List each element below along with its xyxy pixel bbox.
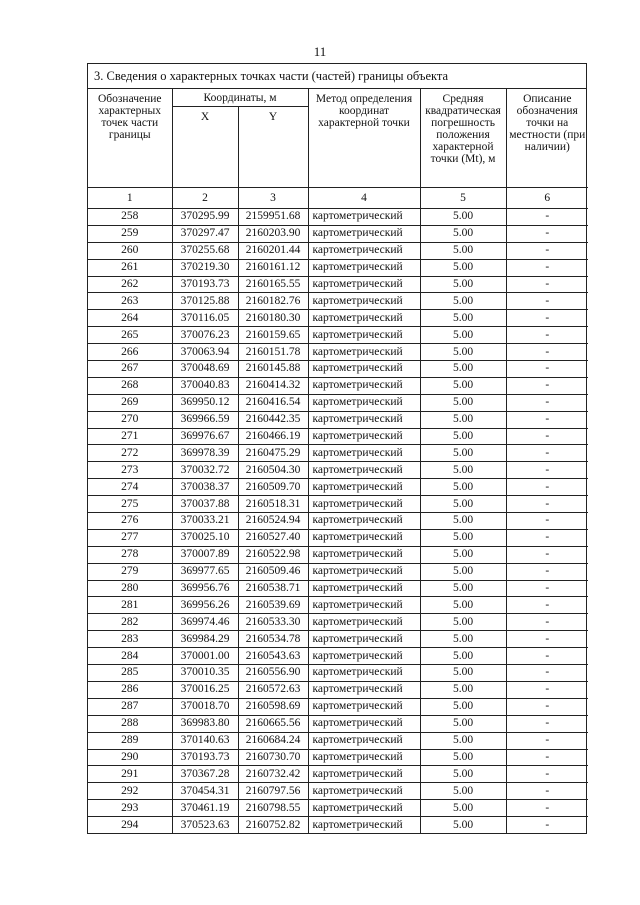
table-row: [88, 614, 588, 631]
x-coordinate-cell: 369950.12: [172, 394, 238, 411]
table-row: [88, 445, 588, 462]
error-cell: 5.00: [420, 563, 506, 580]
error-cell: 5.00: [420, 665, 506, 682]
table-body: [88, 209, 588, 833]
method-cell: картометрический: [308, 529, 420, 546]
error-cell: 5.00: [420, 361, 506, 378]
point-number-cell: 290: [88, 749, 172, 766]
header-description: Описание обозначения точки на местности (при наличии): [506, 89, 588, 188]
description-cell: -: [506, 800, 588, 817]
point-number-cell: 259: [88, 225, 172, 242]
x-coordinate-cell: 370255.68: [172, 242, 238, 259]
point-number-cell: 262: [88, 276, 172, 293]
y-coordinate-cell: 2159951.68: [238, 209, 308, 226]
point-number-cell: 284: [88, 648, 172, 665]
column-number: 2: [172, 188, 238, 209]
x-coordinate-cell: 370076.23: [172, 327, 238, 344]
table-row: [88, 225, 588, 242]
table-row: [88, 648, 588, 665]
error-cell: 5.00: [420, 209, 506, 226]
x-coordinate-cell: 370193.73: [172, 749, 238, 766]
point-number-cell: 291: [88, 766, 172, 783]
method-cell: картометрический: [308, 698, 420, 715]
point-number-cell: 293: [88, 800, 172, 817]
error-cell: 5.00: [420, 445, 506, 462]
description-cell: -: [506, 614, 588, 631]
y-coordinate-cell: 2160598.69: [238, 698, 308, 715]
y-coordinate-cell: 2160165.55: [238, 276, 308, 293]
table-row: [88, 681, 588, 698]
point-number-cell: 273: [88, 462, 172, 479]
y-coordinate-cell: 2160539.69: [238, 597, 308, 614]
method-cell: картометрический: [308, 563, 420, 580]
method-cell: картометрический: [308, 209, 420, 226]
point-number-cell: 269: [88, 394, 172, 411]
point-number-cell: 276: [88, 513, 172, 530]
x-coordinate-cell: 370116.05: [172, 310, 238, 327]
error-cell: 5.00: [420, 800, 506, 817]
x-coordinate-cell: 370048.69: [172, 361, 238, 378]
point-number-cell: 270: [88, 411, 172, 428]
error-cell: 5.00: [420, 310, 506, 327]
error-cell: 5.00: [420, 513, 506, 530]
section-title: 3. Сведения о характерных точках части (частей) границы объекта: [88, 64, 586, 89]
description-cell: -: [506, 259, 588, 276]
method-cell: картометрический: [308, 665, 420, 682]
error-cell: 5.00: [420, 783, 506, 800]
x-coordinate-cell: 369956.26: [172, 597, 238, 614]
table-row: [88, 310, 588, 327]
method-cell: картометрический: [308, 428, 420, 445]
table-row: [88, 293, 588, 310]
point-number-cell: 271: [88, 428, 172, 445]
header-y: Y: [238, 107, 308, 188]
x-coordinate-cell: 370297.47: [172, 225, 238, 242]
x-coordinate-cell: 370523.63: [172, 817, 238, 833]
description-cell: -: [506, 817, 588, 833]
description-cell: -: [506, 496, 588, 513]
description-cell: -: [506, 310, 588, 327]
x-coordinate-cell: 370038.37: [172, 479, 238, 496]
x-coordinate-cell: 370454.31: [172, 783, 238, 800]
error-cell: 5.00: [420, 394, 506, 411]
error-cell: 5.00: [420, 377, 506, 394]
point-number-cell: 281: [88, 597, 172, 614]
point-number-cell: 286: [88, 681, 172, 698]
table-row: [88, 462, 588, 479]
description-cell: -: [506, 665, 588, 682]
error-cell: 5.00: [420, 681, 506, 698]
y-coordinate-cell: 2160201.44: [238, 242, 308, 259]
method-cell: картометрический: [308, 225, 420, 242]
error-cell: 5.00: [420, 732, 506, 749]
description-cell: -: [506, 344, 588, 361]
point-number-cell: 289: [88, 732, 172, 749]
point-number-cell: 260: [88, 242, 172, 259]
point-number-cell: 294: [88, 817, 172, 833]
method-cell: картометрический: [308, 597, 420, 614]
point-number-cell: 267: [88, 361, 172, 378]
error-cell: 5.00: [420, 580, 506, 597]
y-coordinate-cell: 2160466.19: [238, 428, 308, 445]
point-number-cell: 274: [88, 479, 172, 496]
method-cell: картометрический: [308, 293, 420, 310]
description-cell: -: [506, 766, 588, 783]
point-number-cell: 283: [88, 631, 172, 648]
y-coordinate-cell: 2160509.46: [238, 563, 308, 580]
point-number-cell: 272: [88, 445, 172, 462]
description-cell: -: [506, 715, 588, 732]
description-cell: -: [506, 394, 588, 411]
method-cell: картометрический: [308, 479, 420, 496]
method-cell: картометрический: [308, 766, 420, 783]
error-cell: 5.00: [420, 496, 506, 513]
description-cell: -: [506, 749, 588, 766]
column-number: 1: [88, 188, 172, 209]
x-coordinate-cell: 370063.94: [172, 344, 238, 361]
column-number: 5: [420, 188, 506, 209]
table-row: [88, 394, 588, 411]
method-cell: картометрический: [308, 361, 420, 378]
description-cell: -: [506, 681, 588, 698]
table-row: [88, 209, 588, 226]
y-coordinate-cell: 2160518.31: [238, 496, 308, 513]
y-coordinate-cell: 2160414.32: [238, 377, 308, 394]
y-coordinate-cell: 2160522.98: [238, 546, 308, 563]
description-cell: -: [506, 276, 588, 293]
table-row: [88, 327, 588, 344]
x-coordinate-cell: 370001.00: [172, 648, 238, 665]
description-cell: -: [506, 563, 588, 580]
column-number: 6: [506, 188, 588, 209]
y-coordinate-cell: 2160797.56: [238, 783, 308, 800]
y-coordinate-cell: 2160151.78: [238, 344, 308, 361]
table-row: [88, 259, 588, 276]
y-coordinate-cell: 2160509.70: [238, 479, 308, 496]
error-cell: 5.00: [420, 293, 506, 310]
method-cell: картометрический: [308, 783, 420, 800]
header-point-designation: Обозначение характерных точек части границы: [88, 89, 172, 188]
y-coordinate-cell: 2160159.65: [238, 327, 308, 344]
method-cell: картометрический: [308, 732, 420, 749]
point-number-cell: 265: [88, 327, 172, 344]
x-coordinate-cell: 369974.46: [172, 614, 238, 631]
point-number-cell: 288: [88, 715, 172, 732]
points-table: [88, 89, 588, 833]
table-row: [88, 783, 588, 800]
y-coordinate-cell: 2160145.88: [238, 361, 308, 378]
x-coordinate-cell: 370025.10: [172, 529, 238, 546]
x-coordinate-cell: 370037.88: [172, 496, 238, 513]
point-number-cell: 258: [88, 209, 172, 226]
x-coordinate-cell: 369978.39: [172, 445, 238, 462]
method-cell: картометрический: [308, 377, 420, 394]
y-coordinate-cell: 2160504.30: [238, 462, 308, 479]
description-cell: -: [506, 293, 588, 310]
error-cell: 5.00: [420, 817, 506, 833]
error-cell: 5.00: [420, 462, 506, 479]
y-coordinate-cell: 2160475.29: [238, 445, 308, 462]
description-cell: -: [506, 648, 588, 665]
y-coordinate-cell: 2160180.30: [238, 310, 308, 327]
method-cell: картометрический: [308, 715, 420, 732]
y-coordinate-cell: 2160665.56: [238, 715, 308, 732]
point-number-cell: 266: [88, 344, 172, 361]
y-coordinate-cell: 2160524.94: [238, 513, 308, 530]
error-cell: 5.00: [420, 749, 506, 766]
y-coordinate-cell: 2160527.40: [238, 529, 308, 546]
error-cell: 5.00: [420, 259, 506, 276]
x-coordinate-cell: 370219.30: [172, 259, 238, 276]
description-cell: -: [506, 597, 588, 614]
description-cell: -: [506, 631, 588, 648]
table-row: [88, 631, 588, 648]
point-number-cell: 268: [88, 377, 172, 394]
error-cell: 5.00: [420, 242, 506, 259]
header-method: Метод определения координат характерной точки: [308, 89, 420, 188]
description-cell: -: [506, 479, 588, 496]
error-cell: 5.00: [420, 225, 506, 242]
table-row: [88, 411, 588, 428]
method-cell: картометрический: [308, 546, 420, 563]
point-number-cell: 278: [88, 546, 172, 563]
error-cell: 5.00: [420, 766, 506, 783]
error-cell: 5.00: [420, 698, 506, 715]
description-cell: -: [506, 580, 588, 597]
x-coordinate-cell: 369983.80: [172, 715, 238, 732]
column-number: 3: [238, 188, 308, 209]
table-row: [88, 800, 588, 817]
y-coordinate-cell: 2160572.63: [238, 681, 308, 698]
error-cell: 5.00: [420, 546, 506, 563]
description-cell: -: [506, 513, 588, 530]
y-coordinate-cell: 2160203.90: [238, 225, 308, 242]
x-coordinate-cell: 370010.35: [172, 665, 238, 682]
point-number-cell: 261: [88, 259, 172, 276]
method-cell: картометрический: [308, 580, 420, 597]
table-row: [88, 563, 588, 580]
table-row: [88, 428, 588, 445]
error-cell: 5.00: [420, 276, 506, 293]
y-coordinate-cell: 2160533.30: [238, 614, 308, 631]
method-cell: картометрический: [308, 394, 420, 411]
point-number-cell: 282: [88, 614, 172, 631]
error-cell: 5.00: [420, 597, 506, 614]
y-coordinate-cell: 2160182.76: [238, 293, 308, 310]
page-number: 11: [313, 44, 327, 59]
y-coordinate-cell: 2160556.90: [238, 665, 308, 682]
table-row: [88, 377, 588, 394]
point-number-cell: 275: [88, 496, 172, 513]
method-cell: картометрический: [308, 496, 420, 513]
method-cell: картометрический: [308, 462, 420, 479]
table-row: [88, 529, 588, 546]
description-cell: -: [506, 225, 588, 242]
description-cell: -: [506, 546, 588, 563]
x-coordinate-cell: 370193.73: [172, 276, 238, 293]
method-cell: картометрический: [308, 327, 420, 344]
description-cell: -: [506, 698, 588, 715]
y-coordinate-cell: 2160416.54: [238, 394, 308, 411]
x-coordinate-cell: 369984.29: [172, 631, 238, 648]
y-coordinate-cell: 2160684.24: [238, 732, 308, 749]
x-coordinate-cell: 370295.99: [172, 209, 238, 226]
method-cell: картометрический: [308, 817, 420, 833]
point-number-cell: 277: [88, 529, 172, 546]
description-cell: -: [506, 242, 588, 259]
description-cell: -: [506, 529, 588, 546]
error-cell: 5.00: [420, 479, 506, 496]
x-coordinate-cell: 369966.59: [172, 411, 238, 428]
header-error: Средняя квадратическая погрешность положения характерной точки (Mt), м: [420, 89, 506, 188]
table-row: [88, 479, 588, 496]
error-cell: 5.00: [420, 344, 506, 361]
y-coordinate-cell: 2160538.71: [238, 580, 308, 597]
description-cell: -: [506, 462, 588, 479]
x-coordinate-cell: 370461.19: [172, 800, 238, 817]
error-cell: 5.00: [420, 428, 506, 445]
x-coordinate-cell: 370140.63: [172, 732, 238, 749]
description-cell: -: [506, 428, 588, 445]
y-coordinate-cell: 2160534.78: [238, 631, 308, 648]
table-row: [88, 732, 588, 749]
description-cell: -: [506, 411, 588, 428]
y-coordinate-cell: 2160161.12: [238, 259, 308, 276]
description-cell: -: [506, 377, 588, 394]
description-cell: -: [506, 361, 588, 378]
table-row: [88, 513, 588, 530]
method-cell: картометрический: [308, 276, 420, 293]
header-coordinates: Координаты, м: [172, 89, 308, 107]
point-number-cell: 263: [88, 293, 172, 310]
error-cell: 5.00: [420, 614, 506, 631]
description-cell: -: [506, 327, 588, 344]
error-cell: 5.00: [420, 715, 506, 732]
point-number-cell: 280: [88, 580, 172, 597]
coordinates-table-frame: [87, 63, 587, 834]
point-number-cell: 292: [88, 783, 172, 800]
table-row: [88, 597, 588, 614]
error-cell: 5.00: [420, 648, 506, 665]
table-row: [88, 344, 588, 361]
method-cell: картометрический: [308, 631, 420, 648]
point-number-cell: 287: [88, 698, 172, 715]
method-cell: картометрический: [308, 648, 420, 665]
y-coordinate-cell: 2160730.70: [238, 749, 308, 766]
method-cell: картометрический: [308, 259, 420, 276]
y-coordinate-cell: 2160732.42: [238, 766, 308, 783]
x-coordinate-cell: 370018.70: [172, 698, 238, 715]
column-number: 4: [308, 188, 420, 209]
table-row: [88, 496, 588, 513]
method-cell: картометрический: [308, 614, 420, 631]
x-coordinate-cell: 370016.25: [172, 681, 238, 698]
table-row: [88, 817, 588, 833]
method-cell: картометрический: [308, 749, 420, 766]
description-cell: -: [506, 732, 588, 749]
table-row: [88, 276, 588, 293]
method-cell: картометрический: [308, 344, 420, 361]
method-cell: картометрический: [308, 800, 420, 817]
method-cell: картометрический: [308, 445, 420, 462]
y-coordinate-cell: 2160798.55: [238, 800, 308, 817]
y-coordinate-cell: 2160442.35: [238, 411, 308, 428]
x-coordinate-cell: 369976.67: [172, 428, 238, 445]
x-coordinate-cell: 370032.72: [172, 462, 238, 479]
x-coordinate-cell: 370033.21: [172, 513, 238, 530]
x-coordinate-cell: 370367.28: [172, 766, 238, 783]
table-row: [88, 580, 588, 597]
table-row: [88, 715, 588, 732]
x-coordinate-cell: 369977.65: [172, 563, 238, 580]
table-row: [88, 361, 588, 378]
method-cell: картометрический: [308, 513, 420, 530]
x-coordinate-cell: 370007.89: [172, 546, 238, 563]
x-coordinate-cell: 370040.83: [172, 377, 238, 394]
table-row: [88, 546, 588, 563]
method-cell: картометрический: [308, 310, 420, 327]
x-coordinate-cell: 369956.76: [172, 580, 238, 597]
point-number-cell: 285: [88, 665, 172, 682]
error-cell: 5.00: [420, 529, 506, 546]
header-x: X: [172, 107, 238, 188]
error-cell: 5.00: [420, 327, 506, 344]
point-number-cell: 279: [88, 563, 172, 580]
table-row: [88, 698, 588, 715]
method-cell: картометрический: [308, 242, 420, 259]
y-coordinate-cell: 2160752.82: [238, 817, 308, 833]
table-row: [88, 749, 588, 766]
table-row: [88, 766, 588, 783]
table-row: [88, 242, 588, 259]
error-cell: 5.00: [420, 411, 506, 428]
y-coordinate-cell: 2160543.63: [238, 648, 308, 665]
point-number-cell: 264: [88, 310, 172, 327]
error-cell: 5.00: [420, 631, 506, 648]
description-cell: -: [506, 209, 588, 226]
description-cell: -: [506, 783, 588, 800]
method-cell: картометрический: [308, 681, 420, 698]
table-row: [88, 665, 588, 682]
method-cell: картометрический: [308, 411, 420, 428]
description-cell: -: [506, 445, 588, 462]
x-coordinate-cell: 370125.88: [172, 293, 238, 310]
